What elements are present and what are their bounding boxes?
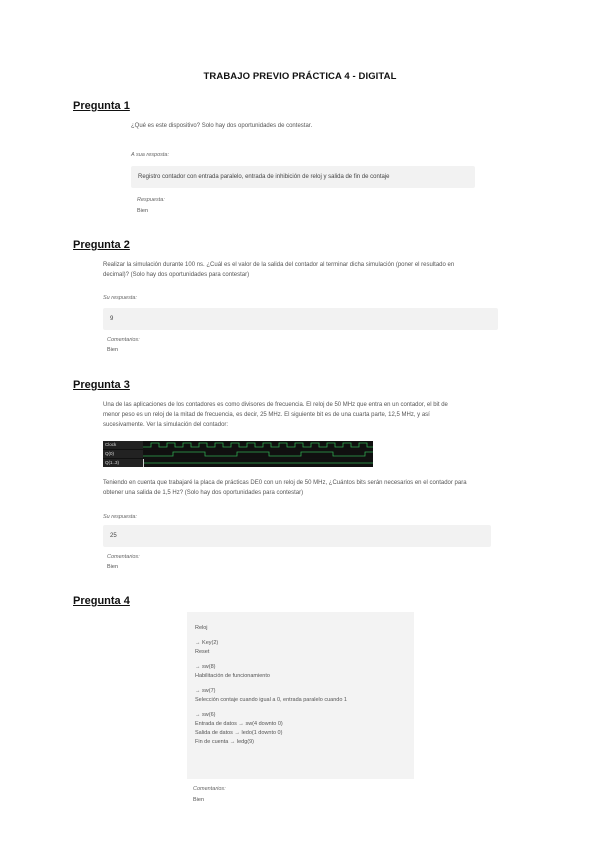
question-1-answer: Registro contador con entrada paralelo, entrada de inhibición de reloj y salida de fin de contaje [138, 174, 390, 180]
response-line: Reset [195, 649, 210, 655]
response-line: Habilitación de funcionamiento [195, 673, 270, 679]
wave-label-q13: Q(1..3) [103, 459, 143, 467]
question-4-response-box [187, 612, 414, 779]
wave-signal-q0 [143, 450, 373, 458]
document-title: TRABAJO PREVIO PRÁCTICA 4 - DIGITAL [203, 71, 397, 82]
clock-signal-trace [143, 441, 373, 449]
wave-signal-q13 [143, 459, 373, 467]
simulation-waveform [103, 441, 373, 467]
question-1-text: ¿Qué es este dispositivo? Solo hay dos oportunidades de contestar. [131, 123, 313, 129]
question-3-second-text-line-2: obtener una salida de 1,5 Hz? (Solo hay dos oportunidades para contestar) [103, 490, 304, 496]
response-line: → sw(7) [195, 688, 216, 694]
response-line: → sw(6) [195, 712, 216, 718]
question-3-second-text-line-1: Teniendo en cuenta que trabajaré la placa de prácticas DE0 con un reloj de 50 MHz, ¿Cuántos bits serán necesarios en el contador para [103, 480, 467, 486]
question-2-text-line-1: Realizar la simulación durante 100 ns. ¿Cuál es el valor de la salida del contador al terminar dicha simulación (poner el resultado en [103, 262, 455, 268]
question-3-comment-label: Comentarios: [107, 554, 140, 560]
response-line: Selección contaje cuando igual a 0, entrada paralelo cuando 1 [195, 697, 347, 703]
question-2-heading: Pregunta 2 [73, 239, 130, 251]
response-line: → sw(8) [195, 664, 216, 670]
response-line: Fin de cuenta → ledg(9) [195, 739, 255, 745]
response-line: Salida de datos → ledo(1 downto 0) [195, 730, 283, 736]
question-3-answer-box [103, 525, 491, 547]
question-3-text-line-1: Una de las aplicaciones de los contadores es como divisores de frecuencia. El reloj de 50 MHz que entra en un contador, el bit de [103, 402, 448, 408]
response-line: Entrada de datos → sw(4 downto 0) [195, 721, 283, 727]
question-1-comment: Bien [137, 208, 149, 214]
question-2-text-line-2: decimal)? (Solo hay dos oportunidades para contestar) [103, 272, 250, 278]
question-2-answer-box [103, 308, 498, 330]
question-1-answer-box [131, 166, 475, 188]
question-2-answer-label: Su respuesta: [103, 295, 137, 301]
response-line: → Key(2) [195, 640, 219, 646]
question-2-comment: Bien [107, 347, 119, 353]
question-1-answer-label: A sua resposta: [131, 152, 170, 158]
question-1-heading: Pregunta 1 [73, 100, 130, 112]
question-3-heading: Pregunta 3 [73, 379, 130, 391]
question-3-answer-label: Su respuesta: [103, 514, 137, 520]
wave-row-q13 [103, 459, 373, 467]
wave-signal-clock [143, 441, 373, 449]
wave-row-clock [103, 441, 373, 449]
q0-signal-trace [143, 450, 373, 458]
question-3-comment: Bien [107, 564, 119, 570]
question-3-answer: 25 [110, 533, 117, 539]
question-4-comment-label: Comentarios: [193, 786, 226, 792]
question-3-text-line-2: menor peso es un reloj de la mitad de frecuencia, es decir, 25 MHz. El siguiente bit es de una cuarta parte, 12,5 MHz, y así [103, 412, 430, 418]
response-line: Reloj [195, 625, 208, 631]
question-3-text-line-3: sucesivamente. Ver la simulación del contador: [103, 422, 229, 428]
question-4-heading: Pregunta 4 [73, 595, 130, 607]
question-2-answer: 9 [110, 316, 114, 322]
q13-signal-trace [143, 459, 373, 467]
wave-label-clock: Clock [103, 441, 143, 449]
wave-label-q0: Q(0) [103, 450, 143, 458]
question-1-comment-label: Respuesta: [137, 197, 165, 203]
question-4-comment: Bien [193, 797, 205, 803]
wave-row-q0 [103, 450, 373, 458]
question-2-comment-label: Comentarios: [107, 337, 140, 343]
